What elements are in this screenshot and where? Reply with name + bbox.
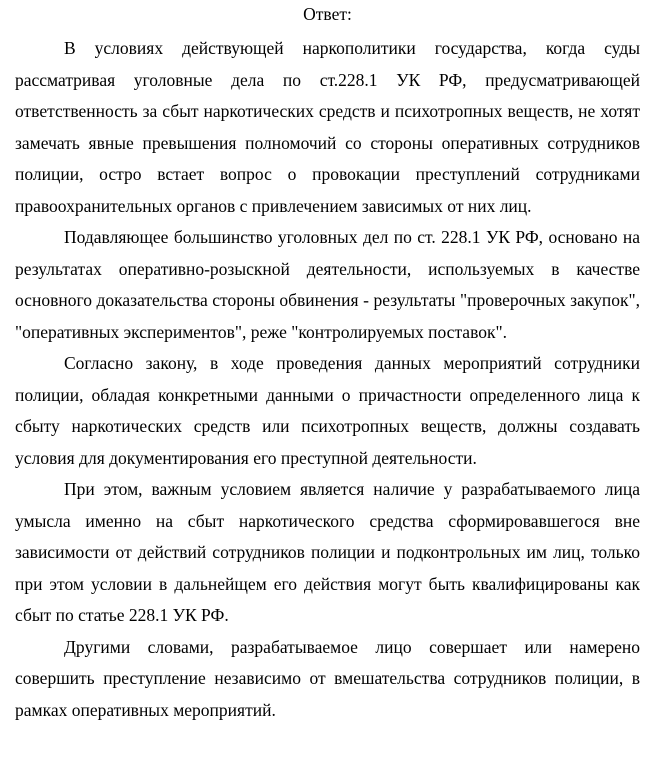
paragraph-3: Согласно закону, в ходе проведения данных мероприятий сотрудники полиции, обладая конкретными данными о причастности определенного лица к сбыту наркотических средств или психотропных веществ, должны создавать условия для документирования его преступной деятельности.: [15, 353, 640, 468]
answer-heading: Ответ:: [303, 4, 352, 24]
paragraph-1: В условиях действующей наркополитики государства, когда суды рассматривая уголовные дела по ст.228.1 УК РФ, предусматривающей ответственность за сбыт наркотических средств и психотропных веществ, не хотят замечать явные превышения полномочий со стороны оперативных сотрудников полиции, остро встает вопрос о провокации преступлений сотрудниками правоохранительных органов с привлечением зависимых от них лиц.: [15, 38, 640, 216]
paragraph-4: При этом, важным условием является наличие у разрабатываемого лица умысла именно на сбыт наркотического средства сформировавшегося вне зависимости от действий сотрудников полиции и подконтрольных им лиц, только при этом условии в дальнейщем его действия могут быть квалифицированы как сбыт по статье 228.1 УК РФ.: [15, 479, 640, 625]
paragraph-5: Другими словами, разрабатываемое лицо совершает или намерено совершить преступление независимо от вмешательства сотрудников полиции, в рамках оперативных мероприятий.: [15, 636, 640, 720]
document-page: [15, 3, 640, 726]
paragraph-2: Подавляющее большинство уголовных дел по ст. 228.1 УК РФ, основано на результатах оперативно-розыскной деятельности, используемых в качестве основного доказательства стороны обвинения - результаты "проверочных закупок", "оперативных экспериментов", реже "контролируемых поставок".: [15, 227, 640, 342]
